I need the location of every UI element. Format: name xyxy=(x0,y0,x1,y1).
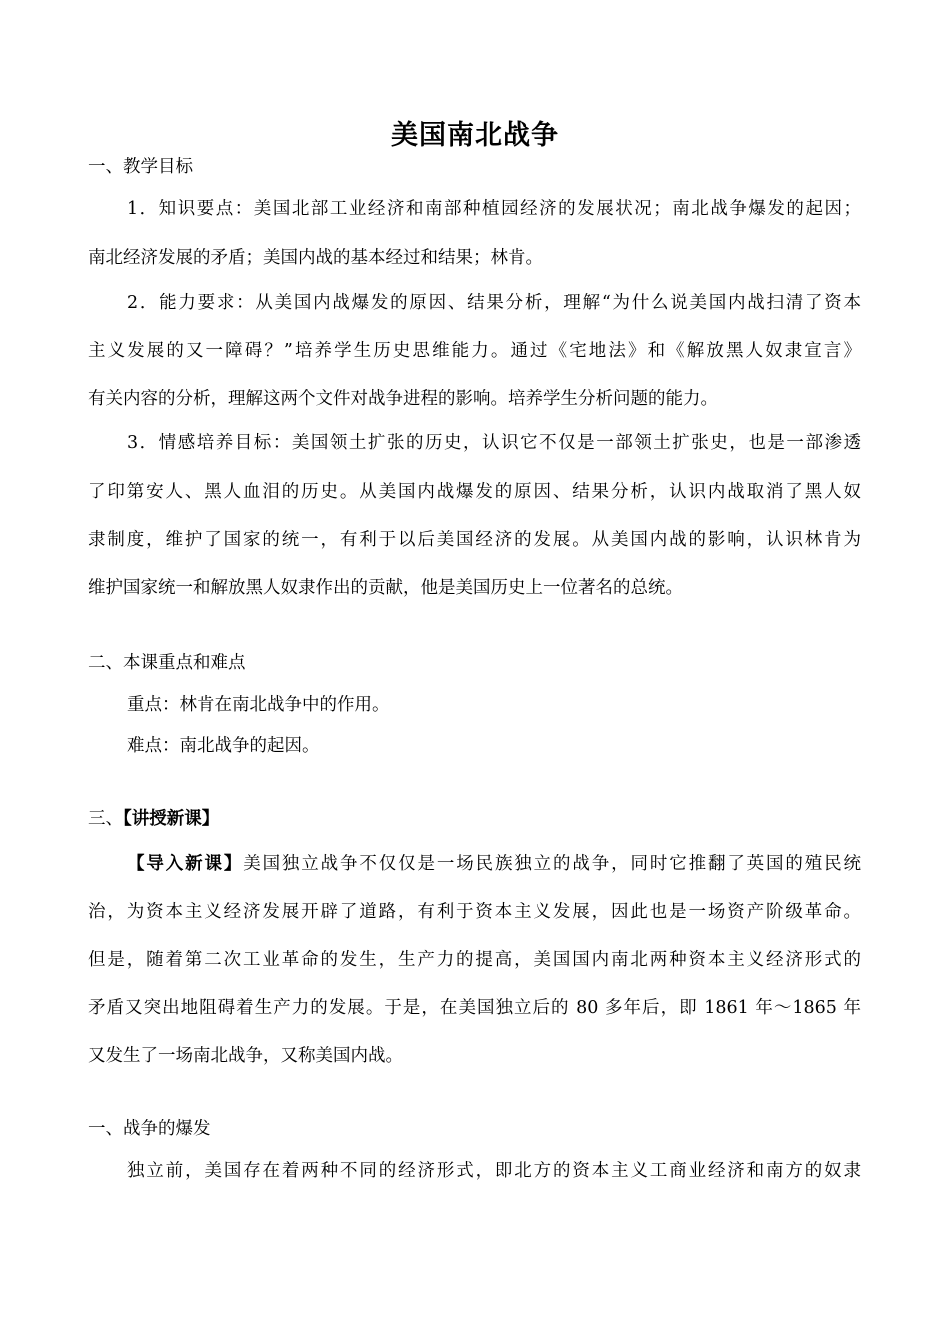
section-heading-new-lesson xyxy=(88,806,219,832)
difficulty-text: 难点：南北战争的起因。 xyxy=(127,736,320,756)
intro-line1-text: 美国独立战争不仅仅是一场民族独立的战争，同时它推翻了英国的殖民统 xyxy=(243,854,862,874)
section-heading-key-points: 二、本课重点和难点 xyxy=(88,653,246,673)
goal1-line1: 1．知识要点：美国北部工业经济和南部种植园经济的发展状况；南北战争爆发的起因； xyxy=(127,199,861,219)
outbreak-para-line1: 独立前，美国存在着两种不同的经济形式，即北方的资本主义工商业经济和南方的奴隶 xyxy=(127,1161,861,1181)
intro-line3: 但是，随着第二次工业革命的发生，生产力的提高，美国国内南北两种资本主义经济形式的 xyxy=(88,950,861,970)
key-point-text: 重点：林肯在南北战争中的作用。 xyxy=(127,695,390,715)
goal2-line2: 主义发展的又一障碍？”培养学生历史思维能力。通过《宅地法》和《解放黑人奴隶宣言》 xyxy=(88,341,861,361)
section-heading-war-outbreak: 一、战争的爆发 xyxy=(88,1119,211,1139)
section-heading-prefix: 三、 xyxy=(88,809,123,829)
section-heading-bold: 【讲授新课】 xyxy=(123,809,220,829)
goal3-line4: 维护国家统一和解放黑人奴隶作出的贡献，他是美国历史上一位著名的总统。 xyxy=(88,578,683,598)
goal3-line3: 隶制度，维护了国家的统一，有利于以后美国经济的发展。从美国内战的影响，认识林肯为 xyxy=(88,530,861,550)
goal2-line1: 2．能力要求：从美国内战爆发的原因、结果分析，理解“为什么说美国内战扫清了资本 xyxy=(127,293,861,313)
goal3-line2: 了印第安人、黑人血泪的历史。从美国内战爆发的原因、结果分析，认识内战取消了黑人奴 xyxy=(88,482,861,502)
section-heading-teaching-goals: 一、教学目标 xyxy=(88,157,193,177)
intro-line2: 治，为资本主义经济发展开辟了道路，有利于资本主义发展，因此也是一场资产阶级革命。 xyxy=(88,902,861,922)
goal2-line3: 有关内容的分析，理解这两个文件对战争进程的影响。培养学生分析问题的能力。 xyxy=(88,389,718,409)
intro-label: 【导入新课】 xyxy=(127,854,244,874)
document-title: 美国南北战争 xyxy=(391,120,559,151)
goal1-line2: 南北经济发展的矛盾；美国内战的基本经过和结果；林肯。 xyxy=(88,248,543,268)
intro-line4: 矛盾又突出地阻碍着生产力的发展。于是，在美国独立后的 80 多年后，即 1861 年～1865 年 xyxy=(88,998,861,1018)
goal3-line1: 3．情感培养目标：美国领土扩张的历史，认识它不仅是一部领土扩张史，也是一部渗透 xyxy=(127,433,861,453)
intro-line5: 又发生了一场南北战争，又称美国内战。 xyxy=(88,1046,403,1066)
intro-line1 xyxy=(127,851,861,877)
